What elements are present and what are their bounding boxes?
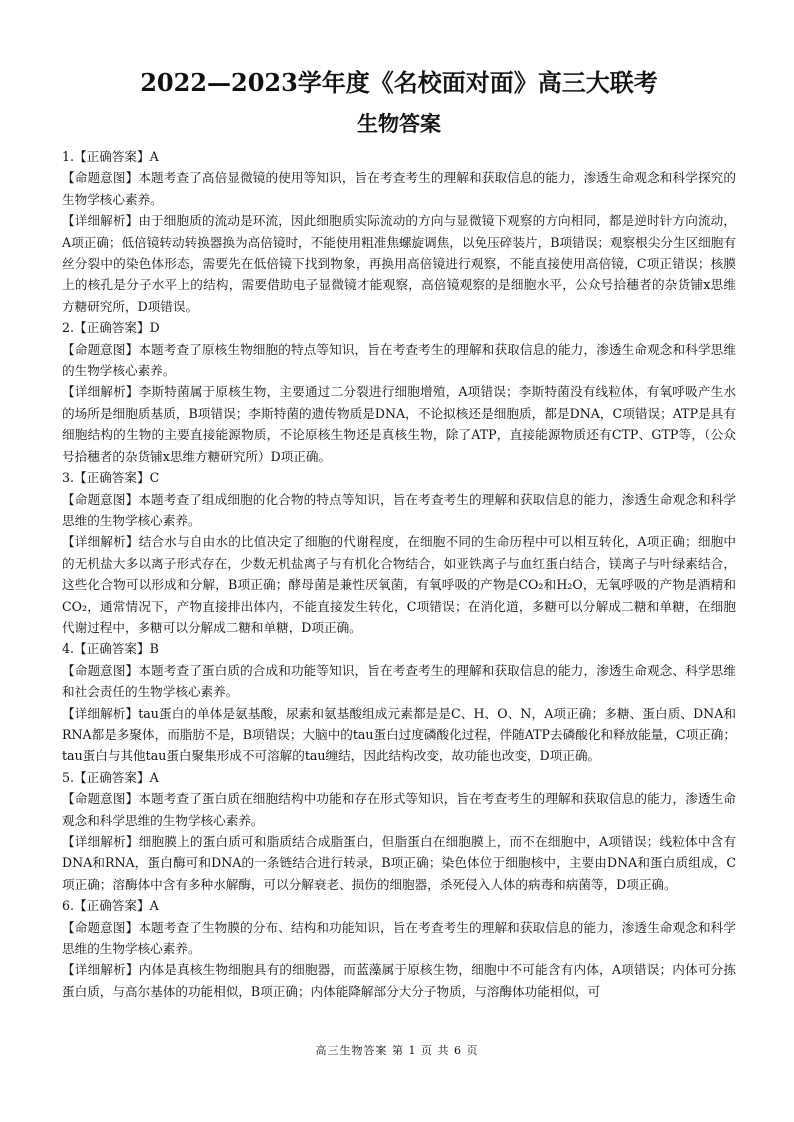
- detailed-analysis: 【详细解析】内体是真核生物细胞具有的细胞器，而蓝藻属于原核生物，细胞中不可能含有内体，A项错误；内体可分拣蛋白质，与高尔基体的功能相似，B项正确；内体能降解部分大分子物质，与溶酶体功能相似，可: [62, 962, 736, 999]
- question-1: [62, 146, 736, 317]
- question-intent: 【命题意图】本题考查了高倍显微镜的使用等知识，旨在考查考生的理解和获取信息的能力，渗透生命观念和科学探究的生物学核心素养。: [62, 170, 736, 207]
- page-footer: 高三生物答案 第 1 页 共 6 页: [315, 1044, 479, 1057]
- question-intent: 【命题意图】本题考查了原核生物细胞的特点等知识，旨在考查考生的理解和获取信息的能力，渗透生命观念和科学思维的生物学核心素养。: [62, 341, 736, 379]
- detailed-analysis: 【详细解析】tau蛋白的单体是氨基酸，尿素和氨基酸组成元素都是是C、H、O、N，A项正确；多糖、蛋白质、DNA和RNA都是多聚体，而脂肪不是，B项错误；大脑中的tau蛋白过度磷酸化过程，伴随ATP去磷酸化和释放能量，C项正确；tau蛋白与其他tau蛋白聚集形成不可溶解的tau缠结，因此结构改变，故功能也改变，D项正确。: [62, 705, 736, 764]
- detailed-analysis: 【详细解析】由于细胞质的流动是环流，因此细胞质实际流动的方向与显微镜下观察的方向相同，都是逆时针方向流动，A项正确；低倍镜转动转换器换为高倍镜时，不能使用粗准焦螺旋调焦，以免压碎装片，B项错误；观察根尖分生区细胞有丝分裂中的染色体形态，需要先在低倍镜下找到物象，再换用高倍镜进行观察，不能直接使用高倍镜，C项正错误；核膜上的核孔是分子水平上的结构，需要借助电子显微镜才能观察，高倍镜观察的是细胞水平，公众号拾穗者的杂货铺x思维方糖研究所，D项错误。: [62, 213, 736, 314]
- document-title: 2022—2023学年度《名校面对面》高三大联考: [140, 68, 658, 97]
- detailed-analysis: 【详细解析】细胞膜上的蛋白质可和脂质结合成脂蛋白，但脂蛋白在细胞膜上，而不在细胞中，A项错误；线粒体中含有DNA和RNA，蛋白酶可和DNA的一条链结合进行转录，B项正确；染色体位于细胞核中，主要由DNA和蛋白质组成，C项正确；溶酶体中含有多种水解酶，可以分解衰老、损伤的细胞器，杀死侵入人体的病毒和病菌等，D项正确。: [62, 834, 736, 892]
- correct-answer: 3.【正确答案】C: [62, 470, 160, 486]
- question-intent: 【命题意图】本题考查了组成细胞的化合物的特点等知识，旨在考查考生的理解和获取信息的能力，渗透生命观念和科学思维的生物学核心素养。: [62, 491, 736, 528]
- question-5: [62, 767, 736, 895]
- question-intent: 【命题意图】本题考查了蛋白质在细胞结构中功能和存在形式等知识，旨在考查考生的理解和获取信息的能力，渗透生命观念和科学思维的生物学核心素养。: [62, 791, 736, 828]
- answer-document: [62, 68, 736, 1002]
- correct-answer: 6.【正确答案】A: [62, 898, 159, 914]
- detailed-analysis: 【详细解析】李斯特菌属于原核生物，主要通过二分裂进行细胞增殖，A项错误；李斯特菌没有线粒体，有氧呼吸产生水的场所是细胞质基质，B项错误；李斯特菌的遗传物质是DNA，不论拟核还是细胞质，都是DNA，C项错误；ATP是具有细胞结构的生物的主要直接能源物质，不论原核生物还是真核生物，除了ATP，直接能源物质还有CTP、GTP等，（公众号拾穗者的杂货铺x思维方糖研究所）D项正确。: [62, 384, 736, 464]
- question-2: [62, 317, 736, 467]
- question-3: [62, 467, 736, 638]
- detailed-analysis: 【详细解析】结合水与自由水的比值决定了细胞的代谢程度，在细胞不同的生命历程中可以相互转化，A项正确；细胞中的无机盐大多以离子形式存在，少数无机盐离子与有机化合物结合，如亚铁离子与血红蛋白结合，镁离子与叶绿素结合，这些化合物可以形成和分解，B项正确；酵母菌是兼性厌氧菌，有氧呼吸的产物是CO₂和H₂O，无氧呼吸的产物是酒精和CO₂，通常情况下，产物直接排出体内，不能直接发生转化，C项错误；在消化道，多糖可以分解成二糖和单糖，在细胞代谢过程中，多糖可以分解成二糖和单糖，D项正确。: [62, 534, 736, 635]
- correct-answer: 5.【正确答案】A: [62, 769, 159, 785]
- question-intent: 【命题意图】本题考查了蛋白质的合成和功能等知识，旨在考查考生的理解和获取信息的能力，渗透生命观念、科学思维和社会责任的生物学核心素养。: [62, 662, 736, 700]
- correct-answer: 1.【正确答案】A: [62, 149, 159, 164]
- document-subtitle: 生物答案: [357, 111, 441, 136]
- question-intent: 【命题意图】本题考查了生物膜的分布、结构和功能知识，旨在考查考生的理解和获取信息的能力，渗透生命观念和科学思维的生物学核心素养。: [62, 919, 736, 957]
- correct-answer: 4.【正确答案】B: [62, 641, 159, 657]
- correct-answer: 2.【正确答案】D: [62, 320, 160, 336]
- question-6: [62, 895, 736, 1002]
- question-4: [62, 638, 736, 766]
